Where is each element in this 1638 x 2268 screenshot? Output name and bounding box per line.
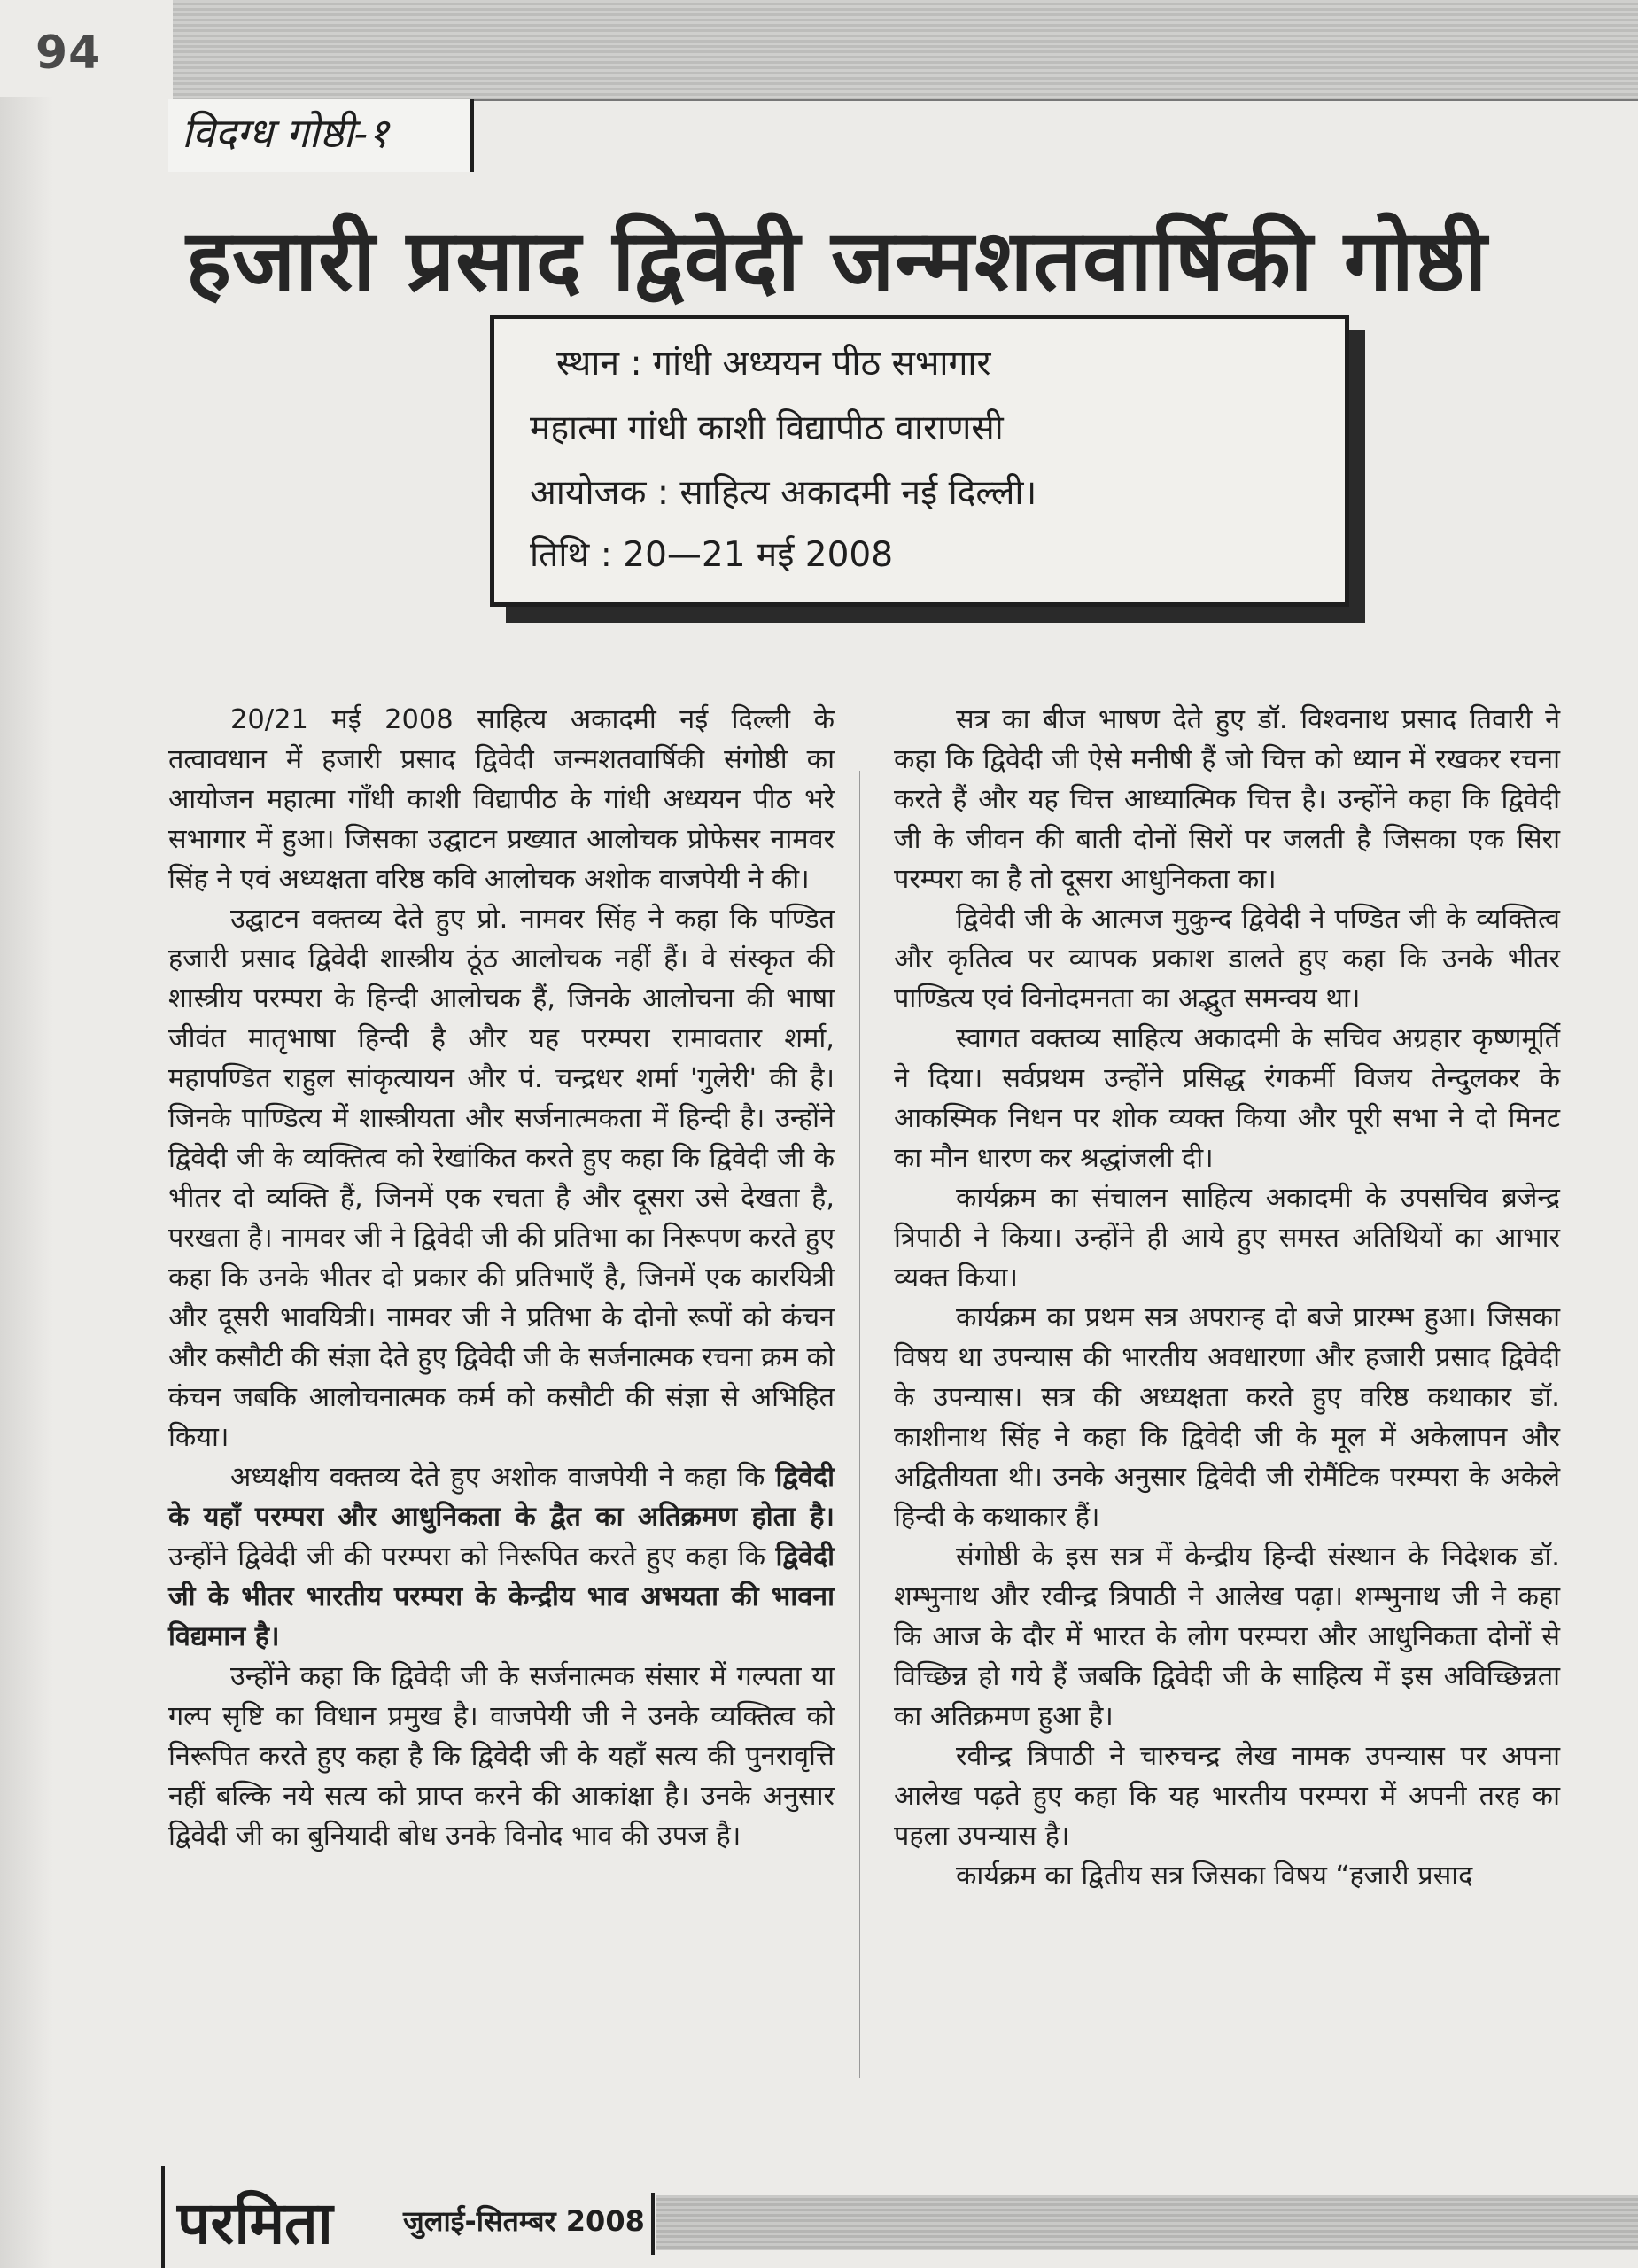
article-title: हजारी प्रसाद द्विवेदी जन्मशतवार्षिकी गोष्ठी — [186, 211, 1488, 310]
left-column — [168, 700, 835, 1856]
section-label: विदग्ध गोष्ठी-१ — [182, 109, 390, 157]
paragraph: कार्यक्रम का प्रथम सत्र अपरान्ह दो बजे प्रारम्भ हुआ। जिसका विषय था उपन्यास की भारतीय अवधारणा और हजारी प्रसाद द्विवेदी के उपन्यास। सत्र की अध्यक्षता करते हुए वरिष्ठ कथाकार डॉ. काशीनाथ सिंह ने कहा कि द्विवेदी जी के मूल में अकेलापन और अद्वितीयता थी। उनके अनुसार द्विवेदी जी रोमैंटिक परम्परा के अकेले हिन्दी के कथाकार हैं। — [894, 1302, 1560, 1533]
venue-box — [490, 315, 1349, 607]
text-run: अध्यक्षीय वक्तव्य देते हुए अशोक वाजपेयी ने कहा कि — [230, 1462, 776, 1493]
paragraph: 20/21 मई 2008 साहित्य अकादमी नई दिल्ली के तत्वावधान में हजारी प्रसाद द्विवेदी जन्मशतवार्षिकी संगोष्ठी का आयोजन महात्मा गाँधी काशी विद्यापीठ के गांधी अध्ययन पीठ भरे सभागार में हुआ। जिसका उद्घाटन प्रख्यात आलोचक प्रोफेसर नामवर सिंह ने एवं अध्यक्षता वरिष्ठ कवि आलोचक अशोक वाजपेयी ने की। — [168, 704, 835, 895]
paragraph: सत्र का बीज भाषण देते हुए डॉ. विश्वनाथ प्रसाद तिवारी ने कहा कि द्विवेदी जी ऐसे मनीषी हैं जो चित्त को ध्यान में रखकर रचना करते हैं और यह चित्त आध्यात्मिक चित्त है। उन्होंने कहा कि द्विवेदी जी के जीवन की बाती दोनों सिरों पर जलती है जिसका एक सिरा परम्परा का है तो दूसरा आधुनिकता का। — [894, 704, 1560, 895]
text-run: उन्होंने द्विवेदी जी की परम्परा को निरूपित करते हुए कहा कि — [168, 1542, 776, 1573]
paragraph: कार्यक्रम का द्वितीय सत्र जिसका विषय “हजारी प्रसाद — [956, 1860, 1473, 1891]
venue-organizer: आयोजक : साहित्य अकादमी नई दिल्ली। — [530, 473, 1037, 513]
header-band — [173, 0, 1638, 101]
bold-text: द्विवेदी जी के भीतर भारतीय परम्परा के केन्द्रीय भाव अभयता की भावना विद्यमान है। — [168, 1542, 835, 1652]
paragraph — [168, 1457, 835, 1657]
venue-institution: महात्मा गांधी काशी विद्यापीठ वाराणसी — [530, 408, 1004, 448]
magazine-name: परमिता — [177, 2188, 333, 2257]
paragraph: उन्होंने कहा कि द्विवेदी जी के सर्जनात्मक संसार में गल्पता या गल्प सृष्टि का विधान प्रमुख है। वाजपेयी जी ने उनके व्यक्तित्व को निरूपित करते हुए कहा है कि द्विवेदी जी के यहाँ सत्य की पुनरावृत्ति नहीं बल्कि नये सत्य को प्राप्त करने की आकांक्षा है। उनके अनुसार द्विवेदी जी का बुनियादी बोध उनके विनोद भाव की उपज है। — [168, 1661, 835, 1852]
page-edge-shadow — [0, 97, 53, 2268]
paragraph: संगोष्ठी के इस सत्र में केन्द्रीय हिन्दी संस्थान के निदेशक डॉ. शम्भुनाथ और रवीन्द्र त्रिपाठी ने आलेख पढ़ा। शम्भुनाथ जी ने कहा कि आज के दौर में भारत के लोग परम्परा और आधुनिकता दोनों से विच्छिन्न हो गये हैं जबकि द्विवेदी जी के साहित्य में इस अविच्छिन्नता का अतिक्रमण हुआ है। — [894, 1542, 1560, 1732]
paragraph: कार्यक्रम का संचालन साहित्य अकादमी के उपसचिव ब्रजेन्द्र त्रिपाठी ने किया। उन्होंने ही आये हुए समस्त अतिथियों का आभार व्यक्त किया। — [894, 1183, 1560, 1293]
footer-rule — [651, 2193, 655, 2255]
bold-text: द्विवेदी के यहाँ परम्परा और आधुनिकता के द्वैत का अतिक्रमण होता है। — [168, 1462, 835, 1533]
footer-band — [656, 2195, 1638, 2250]
paragraph: उद्घाटन वक्तव्य देते हुए प्रो. नामवर सिंह ने कहा कि पण्डित हजारी प्रसाद द्विवेदी शास्त्रीय ठूंठ आलोचक नहीं हैं। वे संस्कृत की शास्त्रीय परम्परा के हिन्दी आलोचक हैं, जिनके आलोचना की भाषा जीवंत मातृभाषा हिन्दी है और यह परम्परा रामावतार शर्मा, महापण्डित राहुल सांकृत्यायन और पं. चन्द्रधर शर्मा 'गुलेरी' की है। जिनके पाण्डित्य में शास्त्रीयता और सर्जनात्मकता में हिन्दी है। उन्होंने द्विवेदी जी के व्यक्तित्व को रेखांकित करते हुए कहा कि द्विवेदी जी के भीतर दो व्यक्ति हैं, जिनमें एक रचता है और दूसरा उसे देखता है, परखता है। नामवर जी ने द्विवेदी जी की प्रतिभा का निरूपण करते हुए कहा कि उनके भीतर दो प्रकार की प्रतिभाएँ है, जिनमें एक कारयित्री और दूसरी भावयित्री। नामवर जी ने प्रतिभा के दोनो रूपों को कंचन और कसौटी की संज्ञा देते हुए द्विवेदी जी के सर्जनात्मक रचना क्रम को कंचन जबकि आलोचनात्मक कर्म को कसौटी की संज्ञा से अभिहित किया। — [168, 904, 835, 1453]
paragraph: द्विवेदी जी के आत्मज मुकुन्द द्विवेदी ने पण्डित जी के व्यक्तित्व और कृतित्व पर व्यापक प्रकाश डालते हुए कहा कि उनके भीतर पाण्डित्य एवं विनोदमनता का अद्भुत समन्वय था। — [894, 904, 1560, 1014]
page-number: 94 — [35, 27, 102, 80]
footer-rule — [161, 2166, 165, 2268]
venue-date: तिथि : 20—21 मई 2008 — [530, 535, 894, 575]
paragraph: स्वागत वक्तव्य साहित्य अकादमी के सचिव अग्रहार कृष्णमूर्ति ने दिया। सर्वप्रथम उन्होंने प्रसिद्ध रंगकर्मी विजय तेन्दुलकर के आकस्मिक निधन पर शोक व्यक्त किया और पूरी सभा ने दो मिनट का मौन धारण कर श्रद्धांजली दी। — [894, 1023, 1560, 1174]
venue-place: स्थान : गांधी अध्ययन पीठ सभागार — [556, 344, 991, 384]
column-divider — [859, 771, 860, 2078]
paragraph: रवीन्द्र त्रिपाठी ने चारुचन्द्र लेख नामक उपन्यास पर अपना आलेख पढ़ते हुए कहा कि यह भारतीय परम्परा में अपनी तरह का पहला उपन्यास है। — [894, 1741, 1560, 1852]
right-column — [894, 700, 1560, 1896]
issue-date: जुलाई-सितम्बर 2008 — [403, 2204, 645, 2238]
